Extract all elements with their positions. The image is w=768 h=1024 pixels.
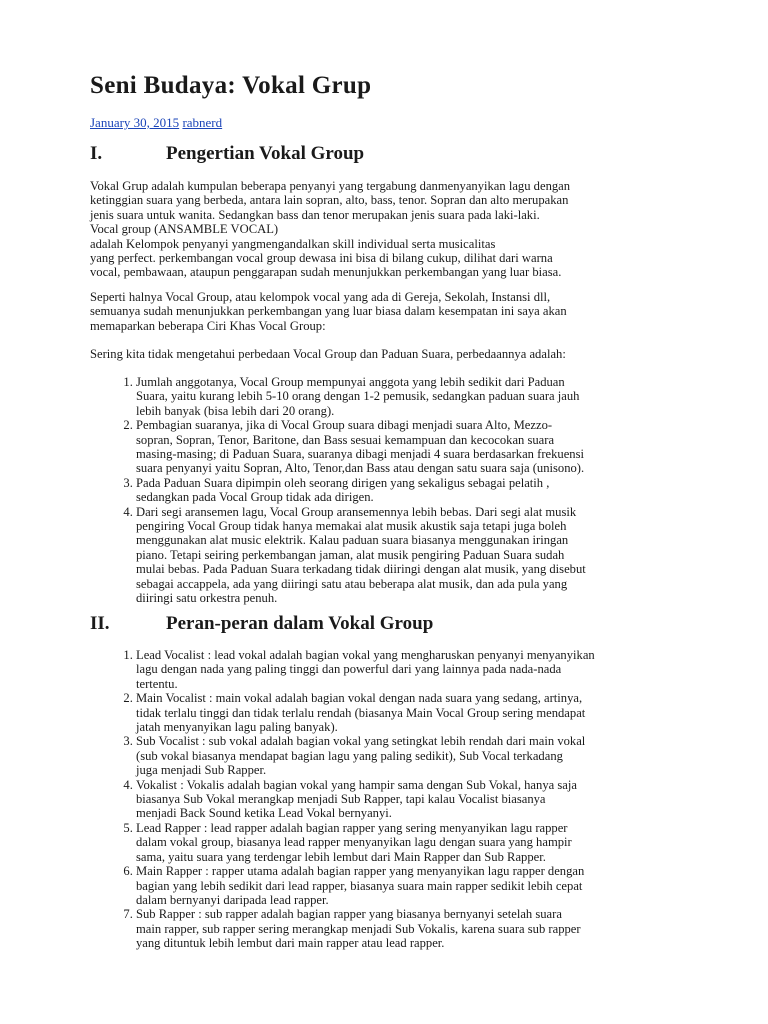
list-item	[136, 505, 690, 606]
roles-list	[90, 648, 690, 951]
intro-line: adalah Kelompok penyanyi yangmengandalkan skill individual serta musicalitas	[90, 236, 496, 251]
list-item-line: 3. Sub Vocalist : sub vokal adalah bagian vokal yang setingkat lebih rendah dari main vokal	[136, 734, 586, 749]
list-item-line: sama, yaitu suara yang terdengar lebih lembut dari Main Rapper dan Sub Rapper.	[136, 849, 546, 864]
list-item-line: (sub vokal biasanya mendapat bagian lagu yang paling sedikit), Sub Vocal terkadang	[136, 748, 563, 763]
list-item-line: lebih banyak (bisa lebih dari 20 orang).	[136, 403, 335, 418]
list-item-line: piano. Tetapi seiring perkembangan jaman, alat musik pengiring Paduan Suara sudah	[136, 547, 565, 562]
list-item-line: 4. Vokalist : Vokalis adalah bagian vokal yang hampir sama dengan Sub Vokal, hanya saja	[136, 777, 577, 792]
section-1-number: I.	[90, 143, 103, 164]
list-item-line: tertentu.	[136, 676, 178, 691]
list-item-line: diiringi satu orkestra penuh.	[136, 591, 278, 606]
section-2-title: Peran-peran dalam Vokal Group	[166, 613, 434, 634]
section-1-paragraph-3: Sering kita tidak mengetahui perbedaan Vocal Group dan Paduan Suara, perbedaannya adalah:	[90, 347, 566, 361]
post-meta	[90, 115, 222, 131]
list-item-line: 6. Main Rapper : rapper utama adalah bagian rapper yang menyanyikan lagu rapper dengan	[136, 864, 585, 879]
list-item-line: menjadi Back Sound ketika Lead Vokal bernyanyi.	[136, 806, 392, 821]
list-item-line: juga menjadi Sub Rapper.	[136, 763, 267, 778]
list-item-line: menggunakan alat music elektrik. Kalau paduan suara biasanya menggunakan iringan	[136, 533, 569, 548]
list-item	[136, 648, 690, 691]
section-2-heading	[90, 613, 433, 635]
list-item-line: suara penyanyi yaitu Sopran, Alto, Tenor,dan Bass atau dengan satu suara saja (unisono).	[136, 461, 585, 476]
intro-line: Vokal Grup adalah kumpulan beberapa penyanyi yang tergabung danmenyanyikan lagu dengan	[90, 179, 571, 193]
author-link[interactable]: rabnerd	[182, 115, 223, 130]
page-title: Seni Budaya: Vokal Grup	[90, 72, 372, 99]
intro-line: yang perfect. perkembangan vocal group dewasa ini bisa di bilang cukup, dilihat dari warna	[90, 251, 553, 266]
list-item-line: sebagai accappela, ada yang diiringi satu atau beberapa alat musik, dan ada pula yang	[136, 576, 568, 591]
list-item	[136, 476, 690, 505]
list-item-line: tidak terlalu tinggi dan tidak terlalu rendah (biasanya Main Vocal Group sering mendapat	[136, 705, 586, 720]
list-item-line: masing-masing; di Paduan Suara, suaranya dibagi menjadi 4 suara berdasarkan frekuensi	[136, 447, 584, 462]
list-item-line: 4. Dari segi aransemen lagu, Vocal Group aransemennya lebih bebas. Dari segi alat musik	[136, 504, 577, 519]
intro-line: vocal, pembawaan, ataupun penggarapan sudah menunjukkan perkembangan yang luar biasa.	[90, 265, 562, 280]
list-item	[136, 691, 690, 734]
list-item	[136, 734, 690, 777]
paragraph-line: Seperti halnya Vocal Group, atau kelompok vocal yang ada di Gereja, Sekolah, Instansi dll,	[90, 290, 551, 304]
intro-line: ketinggian suara yang berbeda, antara lain sopran, alto, bass, tenor. Sopran dan alto merupakan	[90, 193, 569, 208]
list-item-line: bagian yang lebih sedikit dari lead rapper, biasanya suara main rapper sedikit lebih cepat	[136, 878, 583, 893]
list-item-line: 2. Main Vocalist : main vokal adalah bagian vokal dengan nada suara yang sedang, artinya,	[136, 691, 583, 706]
list-item-line: sopran, Sopran, Tenor, Baritone, dan Bass sesuai kemampuan dan kecocokan suara	[136, 432, 555, 447]
intro-line: jenis suara untuk wanita. Sedangkan bass dan tenor merupakan jenis suara pada laki-laki.	[90, 207, 540, 222]
list-item-line: 2. Pembagian suaranya, jika di Vocal Group suara dibagi menjadi suara Alto, Mezzo-	[136, 418, 553, 433]
list-item-line: yang dituntuk lebih lembut dari main rapper atau lead rapper.	[136, 936, 445, 951]
list-item-line: Suara, yaitu kurang lebih 5-10 orang dengan 1-2 pemusik, sedangkan paduan suara jauh	[136, 389, 580, 404]
list-item	[136, 778, 690, 821]
list-item-line: dalam vokal group, biasanya lead rapper menyanyikan lagu dengan suara yang hampir	[136, 835, 572, 850]
list-item-line: 1. Lead Vocalist : lead vokal adalah bagian vokal yang mengharuskan penyanyi menyanyikan	[136, 648, 595, 662]
list-item-line: mulai bebas. Pada Paduan Suara terkadang tidak diiringi dengan alat musik, yang disebut	[136, 562, 586, 577]
list-item-line: 5. Lead Rapper : lead rapper adalah bagian rapper yang sering menyanyikan lagu rapper	[136, 820, 568, 835]
list-item	[136, 821, 690, 864]
intro-line: Vocal group (ANSAMBLE VOCAL)	[90, 222, 279, 237]
section-1-paragraph-2	[90, 290, 690, 333]
list-item-line: 1. Jumlah anggotanya, Vocal Group mempunyai anggota yang lebih sedikit dari Paduan	[136, 375, 565, 389]
section-1-heading	[90, 143, 364, 165]
list-item-line: 7. Sub Rapper : sub rapper adalah bagian rapper yang biasanya bernyanyi setelah suara	[136, 907, 562, 922]
list-item	[136, 375, 690, 418]
paragraph-line: semuanya sudah menunjukkan perkembangan yang luar biasa dalam kesempatan ini saya akan	[90, 304, 567, 319]
paragraph-line: memaparkan beberapa Ciri Khas Vocal Group:	[90, 318, 326, 333]
list-item-line: sedangkan pada Vocal Group tidak ada dirigen.	[136, 490, 374, 505]
list-item	[136, 907, 690, 950]
list-item	[136, 418, 690, 476]
differences-list	[90, 375, 690, 606]
list-item-line: 3. Pada Paduan Suara dipimpin oleh seorang dirigen yang sekaligus sebagai pelatih ,	[136, 475, 550, 490]
list-item-line: biasanya Sub Vokal merangkap menjadi Sub Rapper, tapi kalau Vocalist biasanya	[136, 792, 546, 807]
list-item-line: main rapper, sub rapper sering merangkap menjadi Sub Vokalis, karena suara sub rapper	[136, 921, 581, 936]
section-1-title: Pengertian Vokal Group	[166, 143, 365, 164]
list-item	[136, 864, 690, 907]
list-item-line: pengiring Vocal Group tidak hanya memakai alat musik akustik saja tetapi juga boleh	[136, 519, 567, 534]
list-item-line: lagu dengan nada yang paling tinggi dan powerful dari yang lainnya pada nada-nada	[136, 662, 562, 677]
post-date-link[interactable]: January 30, 2015	[90, 115, 180, 130]
list-item-line: jatah menyanyikan lagu paling banyak).	[136, 720, 338, 735]
section-2-number: II.	[90, 613, 110, 634]
list-item-line: dalam bernyanyi daripada lead rapper.	[136, 892, 329, 907]
section-1-intro	[90, 179, 690, 280]
